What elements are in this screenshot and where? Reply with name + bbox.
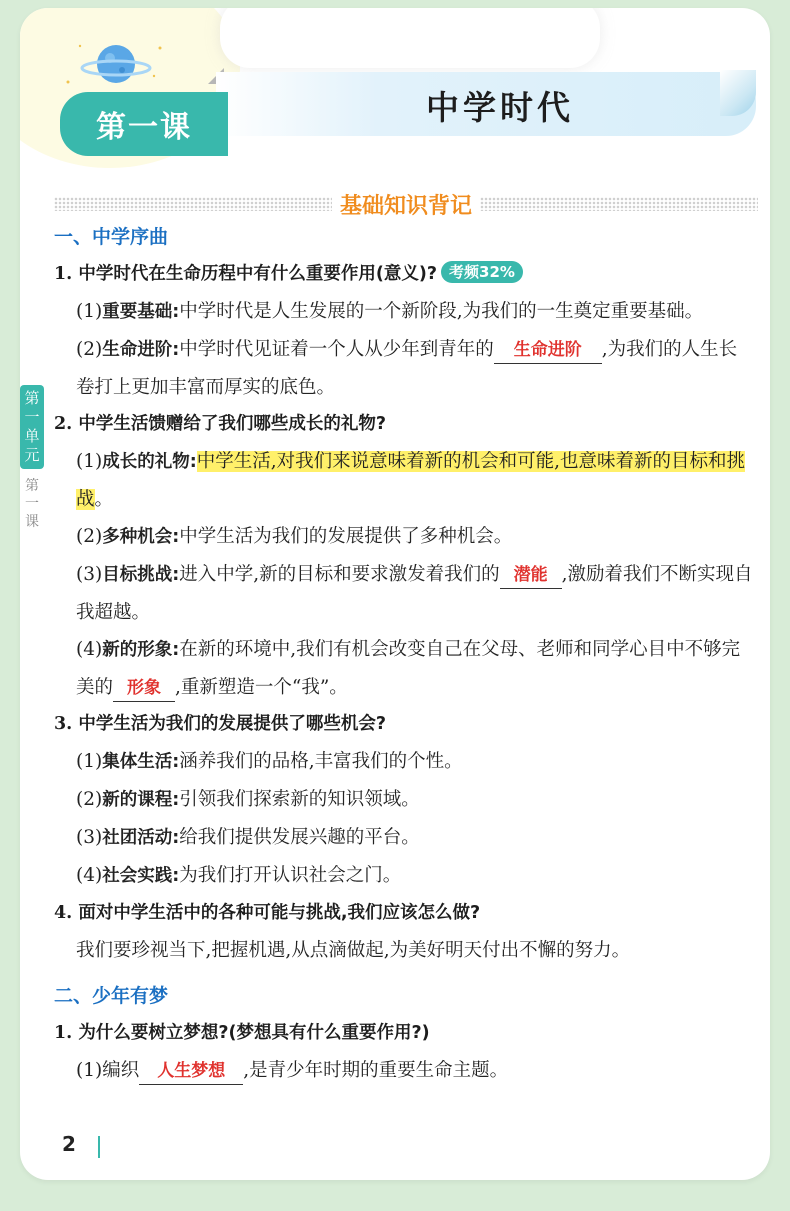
- side-tab-unit: 第一单元: [20, 385, 44, 469]
- list-item: (2)生命进阶:中学时代见证着一个人从少年到青年的 生命进阶 ,为我们的人生长卷打上更加丰富而厚实的底色。: [76, 339, 738, 398]
- answer-blank: 人生梦想: [139, 1058, 243, 1085]
- list-item: (3)社团活动:给我们提供发展兴趣的平台。: [76, 827, 420, 848]
- answer-text: 我们要珍视当下,把握机遇,从点滴做起,为美好明天付出不懈的努力。: [76, 940, 631, 961]
- highlighted-text: 中学生活,对我们来说意味着新的机会和可能,也意味着新的目标和挑战: [76, 451, 745, 510]
- list-item: (2)新的课程:引领我们探索新的知识领域。: [76, 789, 420, 810]
- question-text: 中学时代在生命历程中有什么重要作用(意义)?: [78, 264, 438, 284]
- question-5: 1. 为什么要树立梦想?(梦想具有什么重要作用?): [54, 1023, 430, 1043]
- frequency-badge: 考频32%: [441, 261, 523, 283]
- question-1: 1. 中学时代在生命历程中有什么重要作用(意义)? 考频32%: [54, 256, 754, 293]
- page-title: 中学时代: [426, 88, 574, 127]
- answer-blank: 潜能: [500, 562, 562, 589]
- answer-blank: 生命进阶: [494, 337, 602, 364]
- content: [54, 218, 754, 1089]
- page-number: 2: [62, 1132, 76, 1156]
- question-2: 2. 中学生活馈赠给了我们哪些成长的礼物?: [54, 414, 387, 434]
- question-text: 中学生活为我们的发展提供了哪些机会?: [78, 714, 387, 734]
- question-text: 中学生活馈赠给了我们哪些成长的礼物?: [78, 414, 387, 434]
- dotted-divider-left: [54, 197, 332, 211]
- list-item: (1)成长的礼物:中学生活,对我们来说意味着新的机会和可能,也意味着新的目标和挑战。: [76, 451, 745, 510]
- part2-heading: 二、少年有梦: [54, 985, 169, 1007]
- list-item: (1)编织 人生梦想 ,是青少年时期的重要生命主题。: [54, 1052, 754, 1089]
- side-tab-lesson: 第一课: [25, 478, 39, 530]
- list-item: (2)多种机会:中学生活为我们的发展提供了多种机会。: [76, 526, 513, 547]
- lesson-tag: [60, 92, 228, 156]
- page-number-bar: [98, 1136, 100, 1158]
- list-item: (4)新的形象:在新的环境中,我们有机会改变自己在父母、老师和同学心目中不够完美的 形象 ,重新塑造一个“我”。: [54, 631, 754, 706]
- list-item: (1)重要基础:中学时代是人生发展的一个新阶段,为我们的一生奠定重要基础。: [76, 301, 704, 322]
- section-header-label: 基础知识背记: [340, 193, 473, 219]
- top-decoration: [220, 8, 600, 68]
- lesson-tag-label: 第一课: [96, 110, 192, 145]
- part1-heading: 一、中学序曲: [54, 226, 169, 248]
- list-item: (4)社会实践:为我们打开认识社会之门。: [76, 865, 402, 886]
- dotted-divider-right: [480, 197, 758, 211]
- question-4: 4. 面对中学生活中的各种可能与挑战,我们应该怎么做?: [54, 903, 481, 923]
- answer-blank: 形象: [113, 675, 175, 702]
- planet-icon: [58, 36, 178, 96]
- question-text: 面对中学生活中的各种可能与挑战,我们应该怎么做?: [78, 903, 481, 923]
- list-item: (1)集体生活:涵养我们的品格,丰富我们的个性。: [76, 751, 463, 772]
- question-text: 为什么要树立梦想?(梦想具有什么重要作用?): [78, 1023, 430, 1043]
- list-item: (3)目标挑战:进入中学,新的目标和要求激发着我们的 潜能 ,激励着我们不断实现自我超越。: [76, 564, 753, 623]
- question-3: 3. 中学生活为我们的发展提供了哪些机会?: [54, 714, 387, 734]
- side-tab: [20, 385, 44, 531]
